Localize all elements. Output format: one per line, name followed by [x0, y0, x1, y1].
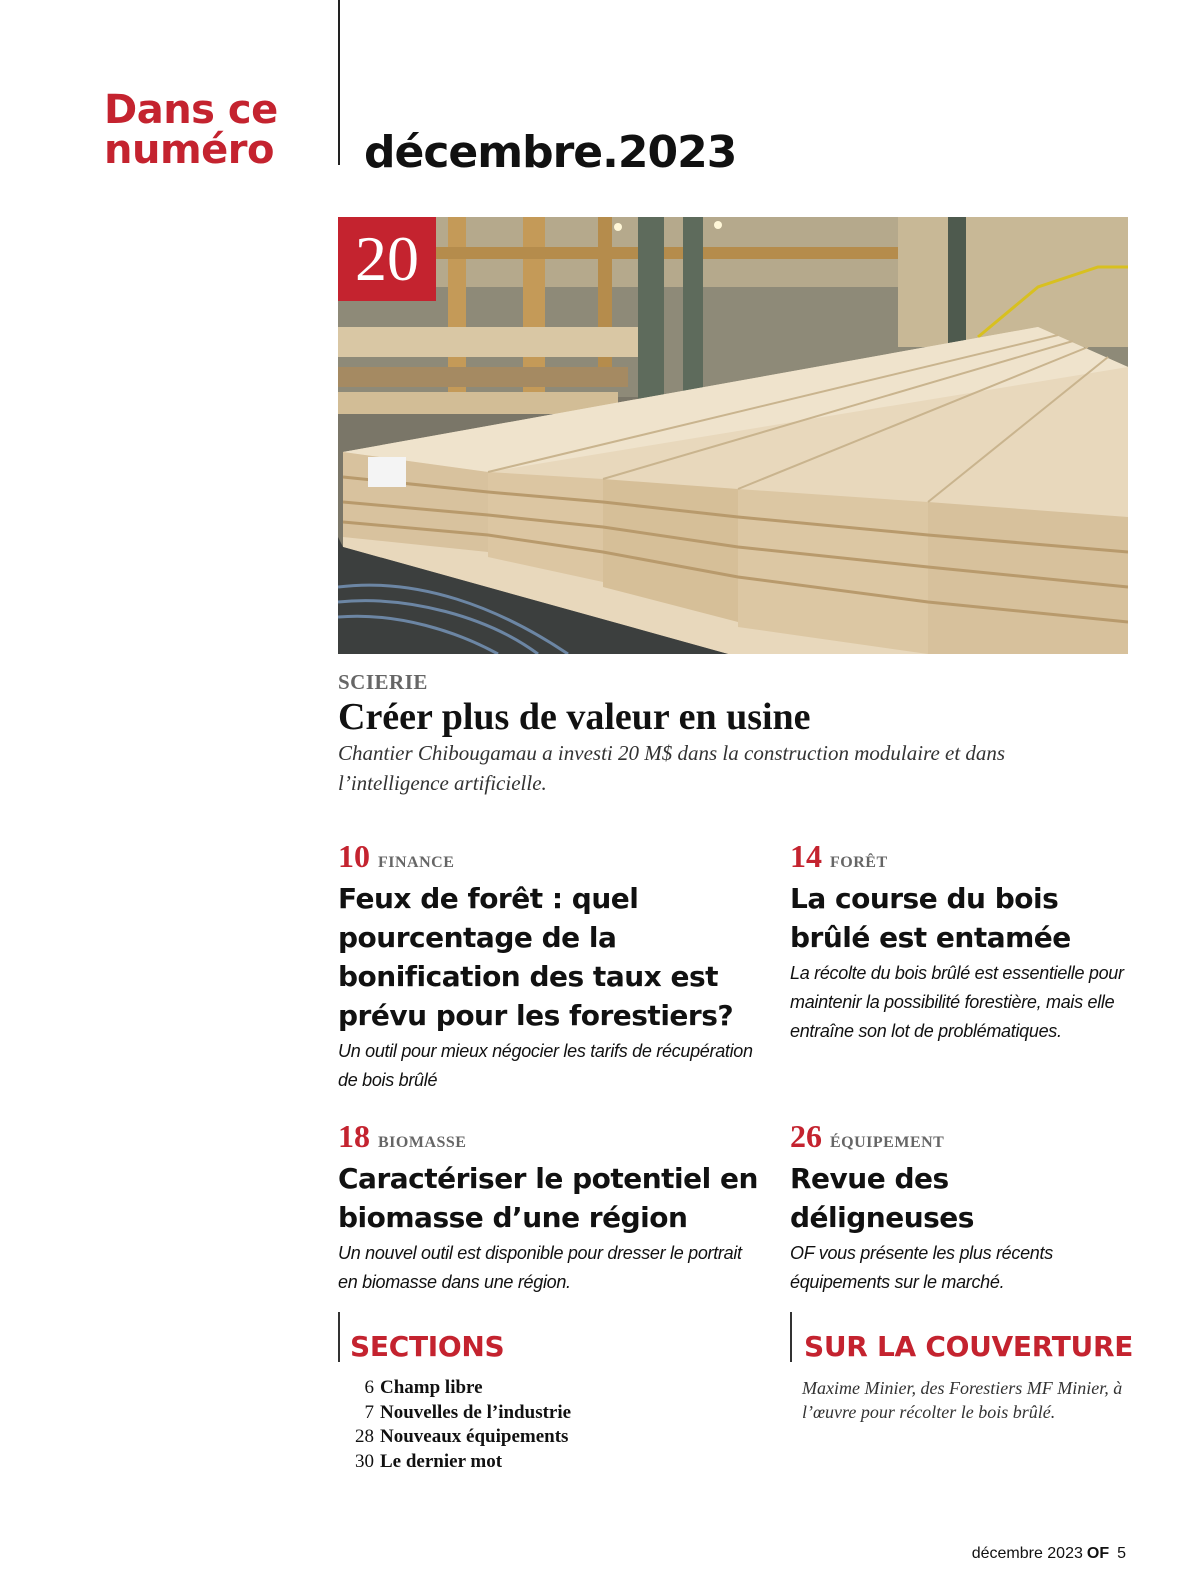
list-item[interactable] — [338, 1401, 738, 1426]
story-page-number: 18 — [338, 1118, 370, 1154]
list-item[interactable] — [338, 1450, 738, 1475]
story-page-number: 26 — [790, 1118, 822, 1154]
feature-page-number: 20 — [338, 217, 436, 301]
story-description: OF vous présente les plus récents équipements sur le marché. — [790, 1243, 1053, 1292]
sections-list — [338, 1376, 738, 1474]
section-page: 7 — [364, 1401, 374, 1423]
section-title — [104, 87, 278, 173]
story-foret[interactable] — [790, 838, 1130, 1046]
story-category: FINANCE — [378, 854, 455, 871]
feature-description: Chantier Chibougamau a investi 20 M$ dans la construction modulaire et dans l’intelligence artificielle. — [338, 741, 1006, 795]
story-header — [790, 838, 1130, 875]
page-footer — [972, 1545, 1126, 1563]
section-label: Champ libre — [380, 1377, 483, 1398]
story-title[interactable]: Revue des déligneuses — [790, 1162, 974, 1234]
cover-description: Maxime Minier, des Forestiers MF Minier, à l’œuvre pour récolter le bois brûlé. — [802, 1378, 1123, 1422]
header-vertical-rule — [338, 0, 340, 165]
section-label: Nouveaux équipements — [380, 1426, 569, 1447]
story-category: BIOMASSE — [378, 1134, 467, 1151]
story-finance[interactable] — [338, 838, 758, 1095]
story-description: Un outil pour mieux négocier les tarifs de récupération de bois brûlé — [338, 1041, 753, 1090]
footer-publication: OF — [1086, 1545, 1110, 1562]
story-title[interactable]: La course du bois brûlé est entamée — [790, 882, 1071, 954]
story-header — [338, 1118, 758, 1155]
sections-rule — [338, 1312, 340, 1362]
story-category: ÉQUIPEMENT — [830, 1134, 945, 1151]
section-label: Le dernier mot — [380, 1450, 503, 1472]
story-biomasse[interactable] — [338, 1118, 758, 1297]
section-page: 30 — [355, 1450, 374, 1472]
feature-photo — [338, 217, 1128, 654]
story-page-number: 14 — [790, 838, 822, 874]
story-category: FORÊT — [830, 854, 888, 871]
section-title-line1: Dans ce — [104, 87, 278, 133]
story-description: Un nouvel outil est disponible pour dresser le portrait en biomasse dans une région. — [338, 1243, 742, 1292]
story-header — [790, 1118, 1140, 1155]
feature-category: SCIERIE — [338, 670, 428, 694]
story-page-number: 10 — [338, 838, 370, 874]
section-page: 28 — [355, 1426, 374, 1447]
sections-heading: SECTIONS — [350, 1330, 505, 1363]
section-label: Nouvelles de l’industrie — [380, 1401, 572, 1423]
footer-page-number: 5 — [1117, 1545, 1126, 1562]
list-item[interactable] — [338, 1376, 738, 1401]
feature-title[interactable]: Créer plus de valeur en usine — [338, 696, 811, 738]
list-item[interactable] — [338, 1425, 738, 1450]
cover-rule — [790, 1312, 792, 1362]
story-header — [338, 838, 758, 875]
story-description: La récolte du bois brûlé est essentielle pour maintenir la possibilité forestière, mais elle entraîne son lot de problématiques. — [790, 963, 1124, 1041]
section-page: 6 — [364, 1377, 374, 1398]
issue-date: décembre.2023 — [364, 127, 737, 178]
story-title[interactable]: Feux de forêt : quel pourcentage de la bonification des taux est prévu pour les forestiers? — [338, 882, 734, 1032]
story-title[interactable]: Caractériser le potentiel en biomasse d’une région — [338, 1162, 758, 1234]
story-equipement[interactable] — [790, 1118, 1140, 1297]
section-title-line2: numéro — [104, 127, 274, 173]
footer-date: décembre 2023 — [971, 1545, 1083, 1562]
cover-heading: SUR LA COUVERTURE — [804, 1330, 1134, 1363]
